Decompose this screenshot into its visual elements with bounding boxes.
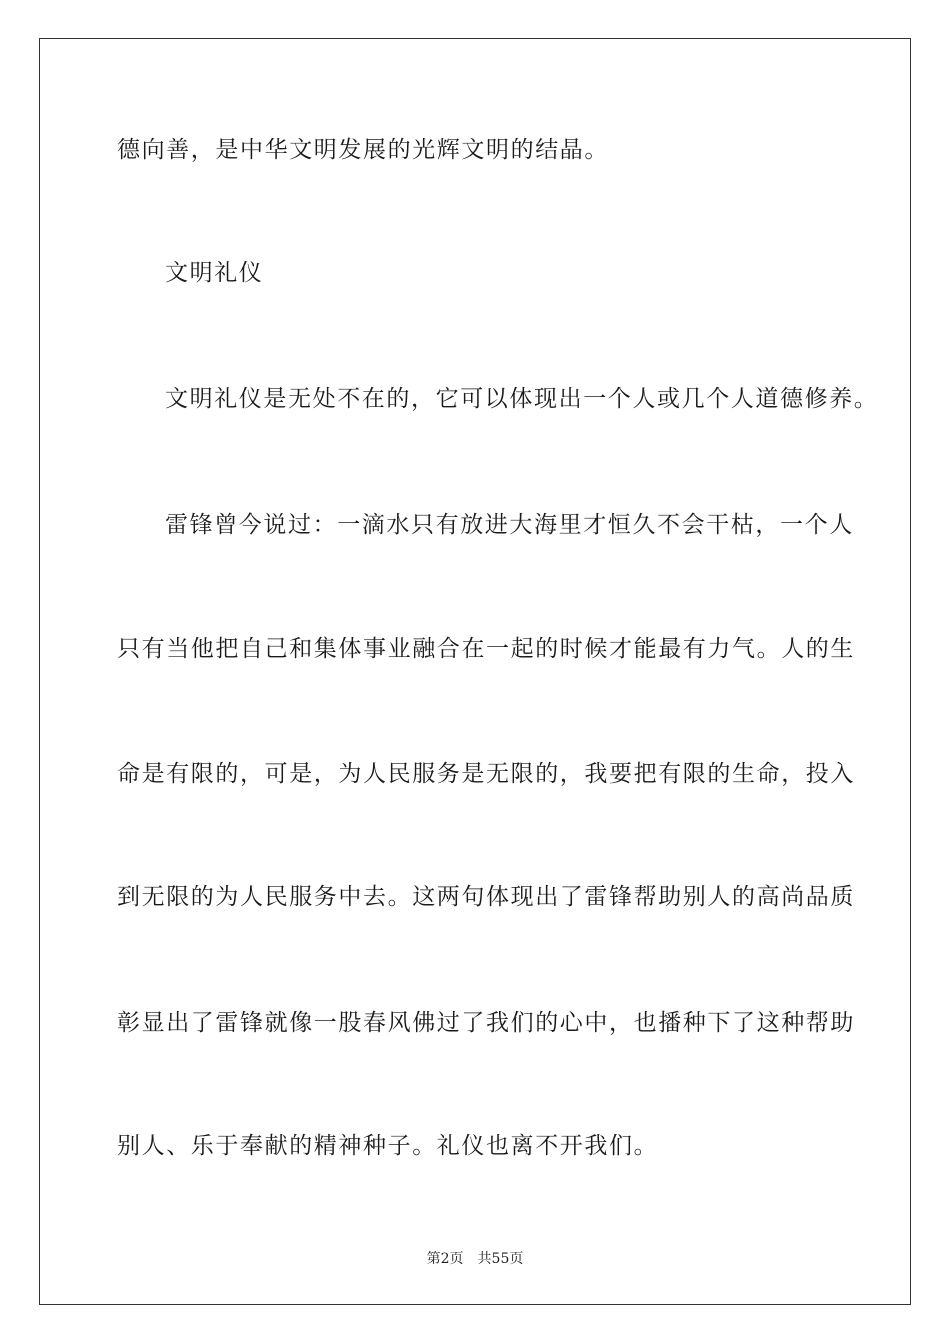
body-line-7: 彰显出了雷锋就像一股春风佛过了我们的心中，也播种下了这种帮助 bbox=[117, 1010, 855, 1036]
body-line-2: 文明礼仪是无处不在的，它可以体现出一个人或几个人道德修养。 bbox=[165, 386, 879, 412]
body-line-5: 命是有限的，可是，为人民服务是无限的，我要把有限的生命，投入 bbox=[117, 761, 855, 787]
page-number: 第2页 bbox=[426, 1251, 464, 1267]
body-line-8: 别人、乐于奉献的精神种子。礼仪也离不开我们。 bbox=[117, 1133, 659, 1159]
page-border bbox=[39, 38, 911, 1305]
body-line-1: 德向善，是中华文明发展的光辉文明的结晶。 bbox=[117, 137, 609, 163]
section-heading: 文明礼仪 bbox=[165, 260, 264, 286]
body-line-3: 雷锋曾今说过：一滴水只有放进大海里才恒久不会干枯，一个人 bbox=[165, 512, 854, 538]
body-line-6: 到无限的为人民服务中去。这两句体现出了雷锋帮助别人的高尚品质 bbox=[117, 884, 855, 910]
page-total: 共55页 bbox=[477, 1251, 524, 1267]
body-line-4: 只有当他把自己和集体事业融合在一起的时候才能最有力气。人的生 bbox=[117, 636, 855, 662]
page-footer bbox=[0, 1248, 950, 1268]
